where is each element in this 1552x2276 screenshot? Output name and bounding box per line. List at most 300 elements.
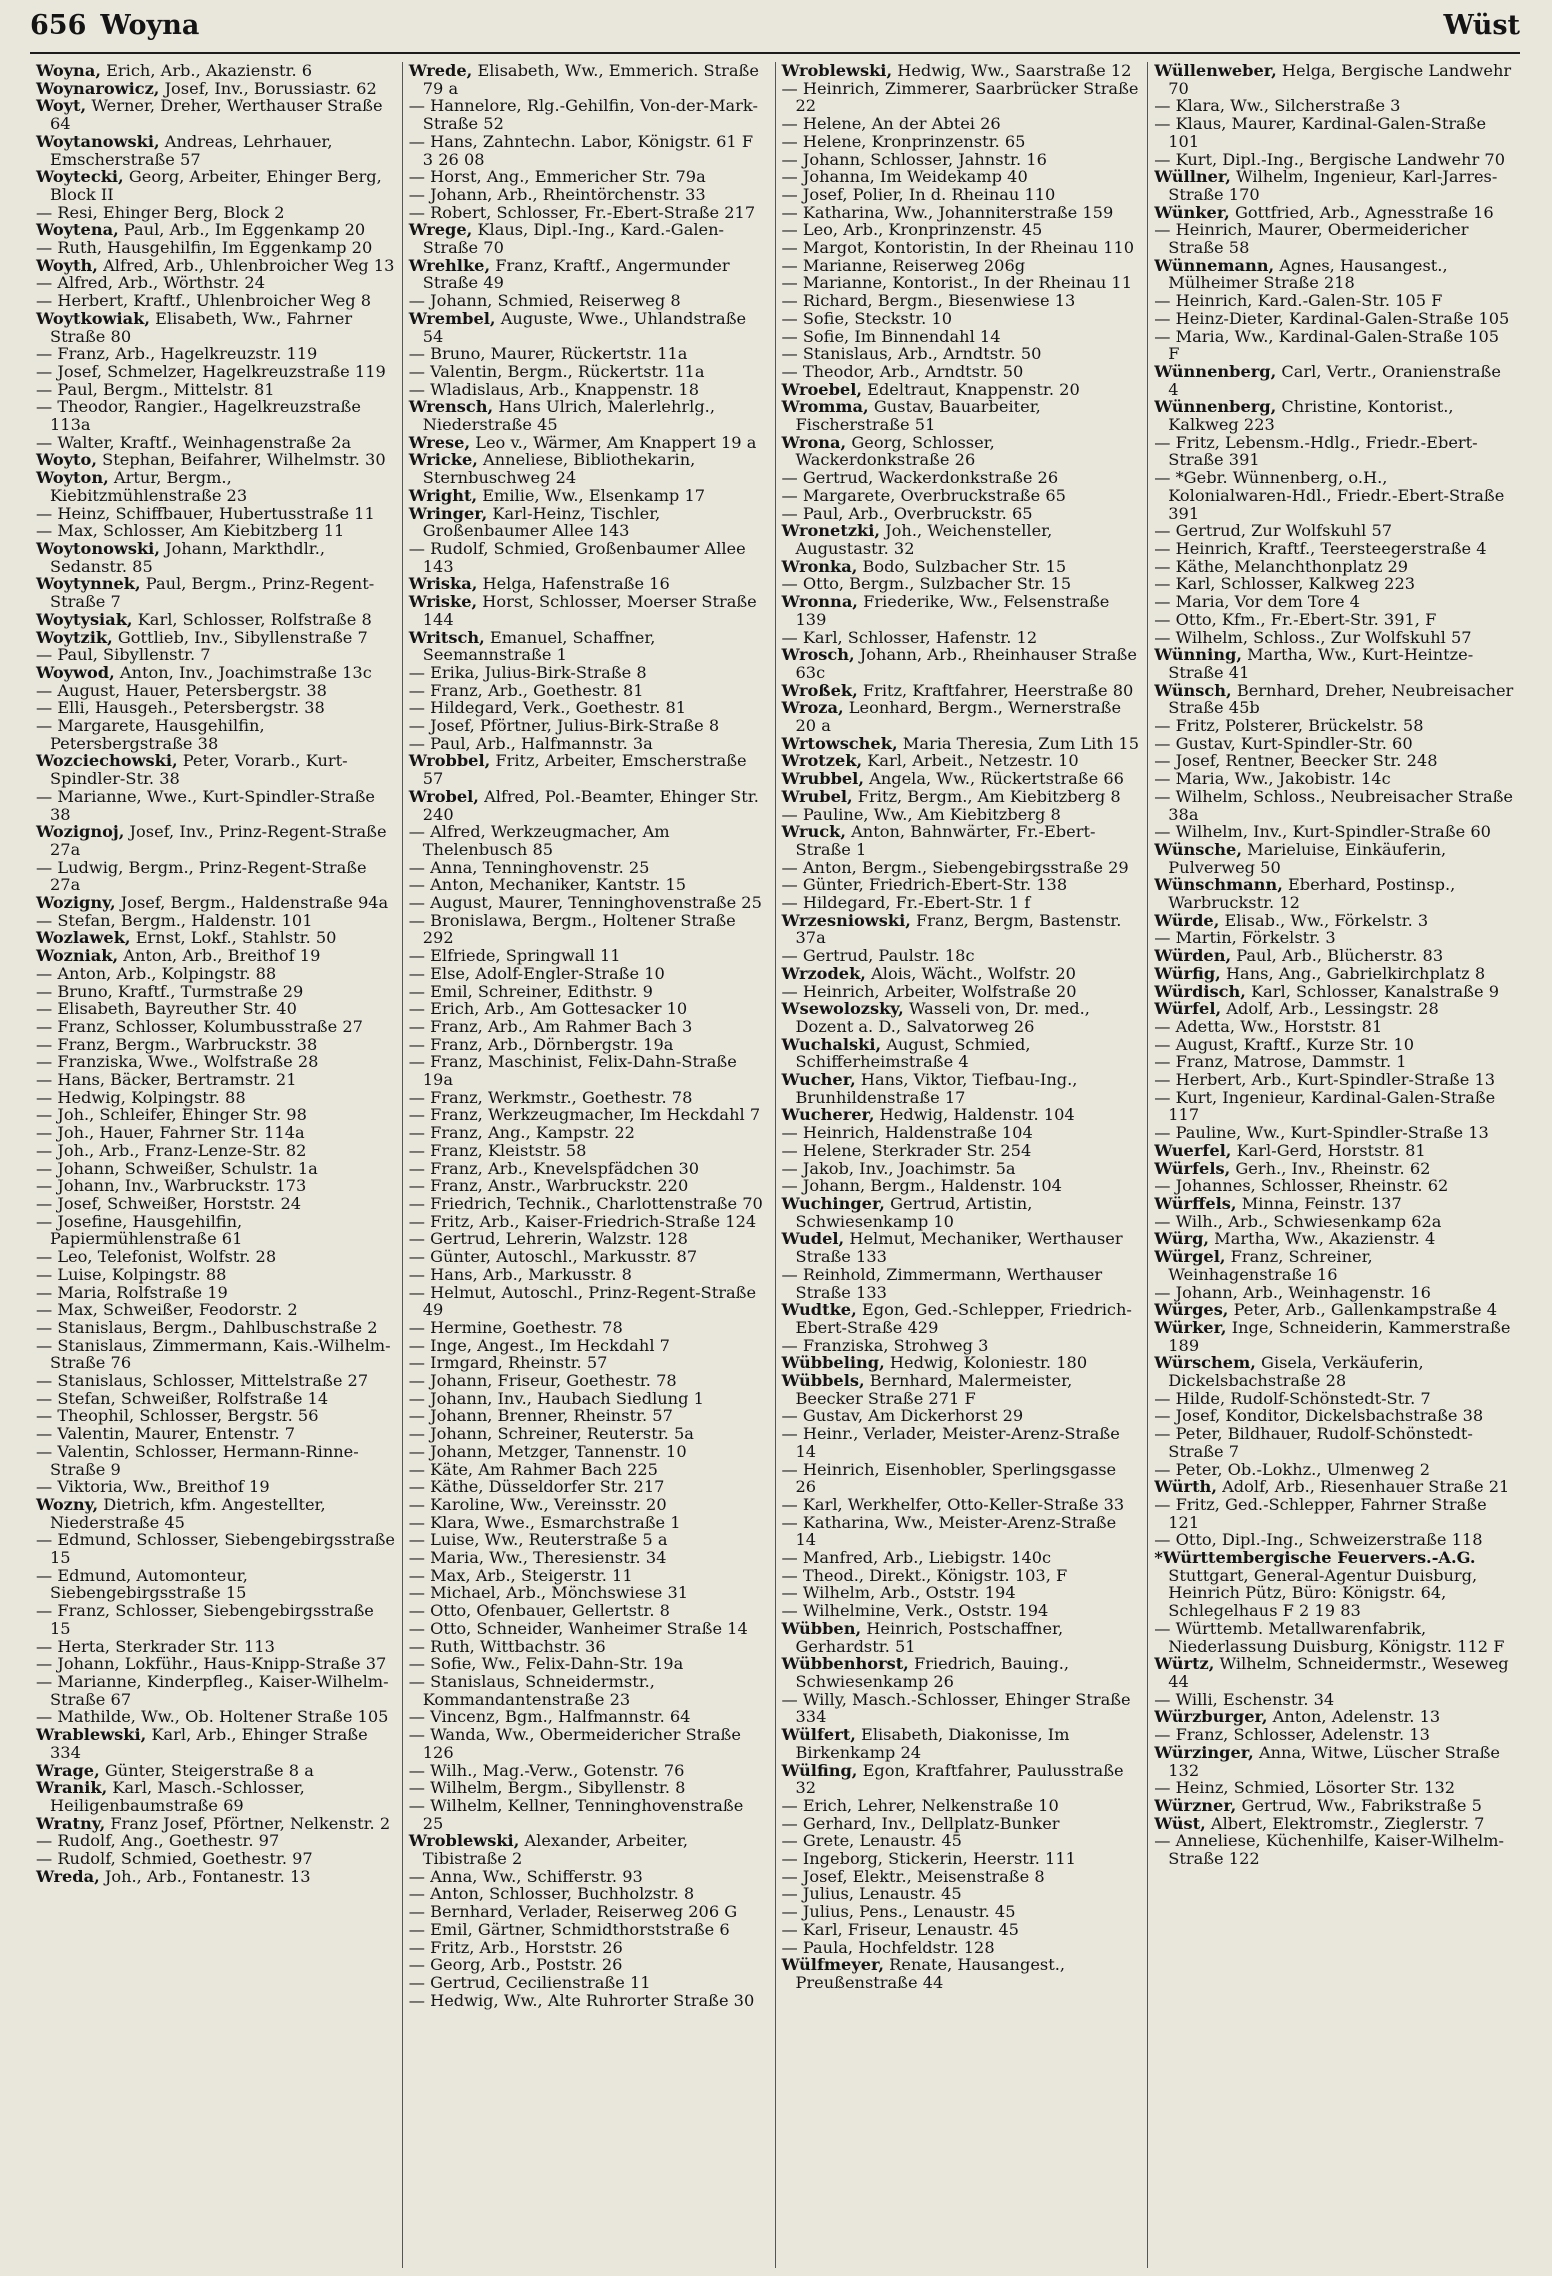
entry-surname: Würfel,	[1154, 999, 1222, 1019]
entry-surname: Wüllenweber,	[1154, 62, 1277, 80]
entry-details: — Helmut, Autoschl., Prinz-Regent-Straße 49	[408, 1282, 757, 1320]
entry-surname: Wriske,	[408, 592, 478, 612]
directory-entry	[1154, 1354, 1514, 1389]
entry-details: — Theophil, Schlosser, Bergstr. 56	[36, 1406, 319, 1426]
entry-details: — Otto, Schneider, Wanheimer Straße 14	[408, 1618, 748, 1638]
directory-entry	[1154, 310, 1514, 328]
entry-details: Helga, Bergische Landwehr 70	[1168, 62, 1512, 98]
entry-surname: Wrage,	[36, 1760, 100, 1780]
directory-entry	[782, 1461, 1142, 1496]
directory-entry	[782, 682, 1142, 700]
directory-entry	[36, 1124, 396, 1142]
directory-entry	[36, 133, 396, 168]
directory-entry	[782, 823, 1142, 858]
entry-details: Franz Josef, Pförtner, Nelkenstr. 2	[105, 1813, 391, 1833]
entry-surname: Wrubel,	[781, 786, 853, 806]
entry-details: — Josef, Elektr., Meisenstraße 8	[781, 1866, 1045, 1886]
entry-surname: Wricke,	[408, 450, 478, 470]
directory-entry	[36, 168, 396, 203]
entry-details: — Anna, Tenninghovenstr. 25	[408, 857, 650, 877]
directory-entry	[409, 894, 769, 912]
entry-details: Egon, Kraftfahrer, Paulusstraße 32	[795, 1760, 1124, 1798]
directory-entry	[36, 947, 396, 965]
directory-entry	[782, 770, 1142, 788]
entry-details: — Katharina, Ww., Meister-Arenz-Straße 14	[781, 1512, 1117, 1550]
directory-entry	[409, 1266, 769, 1284]
entry-details: — Sofie, Ww., Felix-Dahn-Str. 19a	[408, 1654, 684, 1674]
entry-details: Erich, Arb., Akazienstr. 6	[100, 62, 313, 80]
entry-surname: Wrege,	[408, 220, 473, 240]
directory-entry	[782, 912, 1142, 947]
entry-details: Egon, Ged.-Schlepper, Friedrich-Ebert-Straße 429	[795, 1300, 1132, 1337]
entry-surname: Wrehlke,	[408, 255, 491, 275]
entry-surname: Wrobbel,	[408, 751, 491, 771]
directory-entry	[782, 1337, 1142, 1355]
entry-surname: Wülfert,	[781, 1725, 856, 1745]
directory-entry	[782, 487, 1142, 505]
directory-entry	[782, 1691, 1142, 1726]
entry-details: August, Schmied, Schifferheimstraße 4	[795, 1034, 1031, 1072]
directory-entry	[409, 1337, 769, 1355]
entry-surname: Wucher,	[781, 1070, 856, 1090]
entry-details: Leonhard, Bergm., Wernerstraße 20 a	[795, 698, 1122, 736]
directory-entry	[782, 381, 1142, 399]
entry-details: — Hans, Bäcker, Bertramstr. 21	[36, 1070, 297, 1090]
entry-surname: Wranik,	[36, 1778, 108, 1798]
directory-entry	[782, 1726, 1142, 1761]
entry-details: — Willi, Eschenstr. 34	[1154, 1689, 1335, 1709]
entry-details: — Franz, Werkzeugmacher, Im Heckdahl 7	[408, 1105, 761, 1125]
entry-details: Gertrud, Ww., Fabrikstraße 5	[1236, 1795, 1482, 1815]
directory-entry	[1154, 752, 1514, 770]
directory-entry	[36, 1478, 396, 1496]
directory-entry	[782, 1407, 1142, 1425]
directory-entry	[36, 1779, 396, 1814]
directory-entry	[36, 1708, 396, 1726]
directory-entry	[409, 983, 769, 1001]
entry-details: — Franz, Arb., Goethestr. 81	[408, 680, 644, 700]
directory-entry	[782, 1177, 1142, 1195]
directory-entry	[1154, 292, 1514, 310]
directory-entry	[782, 1956, 1142, 1991]
directory-entry	[782, 1584, 1142, 1602]
directory-entry	[409, 398, 769, 433]
entry-details: Georg, Schlosser, Wackerdonkstraße 26	[795, 432, 995, 470]
directory-entry	[409, 575, 769, 593]
directory-entry	[1154, 876, 1514, 911]
entry-details: — Margot, Kontoristin, In der Rheinau 110	[781, 238, 1135, 258]
entry-surname: Wünning,	[1154, 645, 1242, 665]
directory-entry	[1154, 1124, 1514, 1142]
entry-details: — Fritz, Polsterer, Brückelstr. 58	[1154, 716, 1424, 736]
entry-details: — Johann, Friseur, Goethestr. 78	[408, 1371, 677, 1391]
directory-entry	[409, 1939, 769, 1957]
directory-entry	[409, 1673, 769, 1708]
entry-details: Inge, Schneiderin, Kammerstraße 189	[1168, 1317, 1511, 1355]
directory-entry	[36, 682, 396, 700]
entry-details: — Heinrich, Kard.-Galen-Str. 105 F	[1154, 291, 1443, 311]
entry-details: Günter, Steigerstraße 8 a	[99, 1760, 314, 1780]
entry-surname: Woytysiak,	[36, 609, 133, 629]
entry-details: — Else, Adolf-Engler-Straße 10	[408, 963, 665, 983]
entry-details: — Paul, Sibyllenstr. 7	[36, 645, 211, 665]
entry-surname: Wozniak,	[36, 946, 119, 966]
directory-entry	[782, 1160, 1142, 1178]
entry-surname: Wülfing,	[781, 1760, 858, 1780]
entry-details: — Josef, Rentner, Beecker Str. 248	[1154, 751, 1438, 771]
entry-details: — Franziska, Strohweg 3	[781, 1335, 989, 1355]
entry-surname: Woytena,	[36, 220, 119, 240]
directory-entry	[409, 257, 769, 292]
entry-surname: Würg,	[1154, 1229, 1210, 1249]
entry-details: — Johann, Brenner, Rheinstr. 57	[408, 1406, 673, 1426]
entry-details: Maria Theresia, Zum Lith 15	[897, 733, 1139, 753]
directory-entry	[1154, 823, 1514, 841]
column-3	[775, 62, 1148, 2268]
directory-entry	[782, 646, 1142, 681]
directory-entry	[409, 1284, 769, 1319]
entry-surname: Wroebel,	[781, 379, 862, 399]
directory-entry	[409, 788, 769, 823]
column-1	[30, 62, 402, 2268]
directory-entry	[782, 1921, 1142, 1939]
entry-details: — Michael, Arb., Mönchswiese 31	[408, 1583, 689, 1603]
entry-details: — Wilh., Arb., Schwiesenkamp 62a	[1154, 1211, 1442, 1231]
entry-details: — Gustav, Am Dickerhorst 29	[781, 1406, 1024, 1426]
directory-entry	[36, 717, 396, 752]
entry-details: Adolf, Arb., Riesenhauer Straße 21	[1216, 1477, 1510, 1497]
directory-entry	[409, 876, 769, 894]
entry-details: — Rudolf, Ang., Goethestr. 97	[36, 1831, 280, 1851]
entry-details: — Erika, Julius-Birk-Straße 8	[408, 662, 647, 682]
directory-entry	[1154, 1708, 1514, 1726]
entry-details: Karl, Masch.-Schlosser, Heiligenbaumstraße 69	[50, 1778, 305, 1815]
entry-details: Alexander, Arbeiter, Tibistraße 2	[422, 1831, 689, 1869]
entry-details: Franz, Kraftf., Angermunder Straße 49	[422, 255, 730, 293]
entry-surname: Wünsche,	[1154, 839, 1242, 859]
directory-entry	[409, 487, 769, 505]
entry-details: — Franz, Schlosser, Kolumbusstraße 27	[36, 1016, 363, 1036]
entry-details: — Wilhelm, Schloss., Zur Wolfskuhl 57	[1154, 627, 1472, 647]
entry-details: — Ruth, Wittbachstr. 36	[408, 1636, 606, 1656]
directory-entry	[36, 894, 396, 912]
entry-details: — Marianne, Wwe., Kurt-Spindler-Straße 38	[36, 786, 375, 824]
directory-entry	[409, 1177, 769, 1195]
entry-surname: Würgel,	[1154, 1247, 1226, 1267]
entry-surname: Wruck,	[781, 822, 846, 842]
directory-entry	[1154, 257, 1514, 292]
directory-entry	[782, 1230, 1142, 1265]
directory-entry	[782, 575, 1142, 593]
entry-details: — Martin, Förkelstr. 3	[1154, 928, 1336, 948]
entry-surname: Würtz,	[1154, 1654, 1215, 1674]
entry-surname: Wudtke,	[781, 1300, 857, 1320]
directory-entry	[1154, 1726, 1514, 1744]
directory-entry	[409, 1248, 769, 1266]
entry-surname: Wozignoj,	[36, 822, 125, 842]
entry-details: — Fritz, Arb., Horststr. 26	[408, 1937, 623, 1957]
directory-entry	[409, 540, 769, 575]
directory-entry	[409, 292, 769, 310]
directory-entry	[36, 239, 396, 257]
entry-details: — Luise, Ww., Reuterstraße 5 a	[408, 1530, 668, 1550]
entry-details: — Hildegard, Fr.-Ebert-Str. 1 f	[781, 893, 1031, 913]
entry-details: Martha, Ww., Akazienstr. 4	[1209, 1229, 1436, 1249]
entry-details: — Wilhelm, Inv., Kurt-Spindler-Straße 60	[1154, 822, 1491, 842]
entry-details: — Wilhelm, Arb., Oststr. 194	[781, 1583, 1016, 1603]
directory-entry	[36, 1301, 396, 1319]
entry-surname: Wucherer,	[781, 1105, 875, 1125]
directory-entry	[782, 894, 1142, 912]
entry-details: — Theod., Direkt., Königstr. 103, F	[781, 1565, 1068, 1585]
directory-entry	[782, 1850, 1142, 1868]
entry-details: — Valentin, Schlosser, Hermann-Rinne-Straße 9	[36, 1441, 359, 1479]
last-entry-guide-word: Wüst	[1443, 10, 1520, 41]
directory-entry	[409, 1514, 769, 1532]
directory-entry	[1154, 965, 1514, 983]
directory-entry	[36, 1850, 396, 1868]
directory-entry	[782, 1885, 1142, 1903]
entry-details: — Elisabeth, Bayreuther Str. 40	[36, 999, 297, 1019]
directory-entry	[409, 1160, 769, 1178]
directory-entry	[1154, 1142, 1514, 1160]
entry-details: Josef, Inv., Prinz-Regent-Straße 27a	[50, 822, 387, 859]
entry-details: — Paul, Arb., Overbruckstr. 65	[781, 503, 1033, 523]
entry-details: — Gertrud, Wackerdonkstraße 26	[781, 468, 1059, 488]
directory-entry	[409, 62, 769, 97]
entry-surname: Wromma,	[781, 397, 869, 417]
entry-surname: *Württembergische Feuervers.-A.G.	[1154, 1548, 1476, 1568]
entry-details: Angela, Ww., Rückertstraße 66	[863, 769, 1124, 789]
directory-entry	[409, 947, 769, 965]
entry-details: — Joh., Arb., Franz-Lenze-Str. 82	[36, 1140, 307, 1160]
entry-details: — Sofie, Im Binnendahl 14	[781, 326, 1001, 346]
entry-details: — Heinrich, Eisenhobler, Sperlingsgasse 26	[781, 1459, 1117, 1497]
directory-entry	[1154, 1089, 1514, 1124]
directory-entry	[1154, 629, 1514, 647]
entry-details: — Paula, Hochfeldstr. 128	[781, 1937, 995, 1957]
entry-surname: Wübbenhorst,	[781, 1654, 909, 1674]
entry-surname: Wrosch,	[781, 645, 855, 665]
directory-entry	[36, 345, 396, 363]
directory-entry	[36, 1018, 396, 1036]
entry-details: Fritz, Kraftfahrer, Heerstraße 80	[857, 680, 1134, 700]
column-4	[1147, 62, 1520, 2268]
directory-entry	[409, 1885, 769, 1903]
entry-details: Friedrich, Bauing., Schwiesenkamp 26	[795, 1654, 1069, 1691]
directory-entry	[409, 1089, 769, 1107]
directory-entry	[1154, 221, 1514, 256]
entry-details: — Willy, Masch.-Schlosser, Ehinger Straße 334	[781, 1689, 1131, 1727]
entry-details: Hedwig, Ww., Saarstraße 12	[892, 62, 1132, 80]
entry-details: — Friedrich, Technik., Charlottenstraße 70	[408, 1194, 763, 1213]
entry-details: — Johann, Metzger, Tannenstr. 10	[408, 1441, 687, 1461]
directory-entry	[36, 1638, 396, 1656]
entry-details: — Fritz, Ged.-Schlepper, Fahrner Straße 121	[1154, 1494, 1487, 1532]
entry-details: — Joh., Schleifer, Ehinger Str. 98	[36, 1105, 307, 1125]
directory-entry	[409, 1213, 769, 1231]
entry-surname: Writsch,	[408, 627, 485, 647]
directory-entry	[409, 1390, 769, 1408]
entry-surname: Wozciechowski,	[36, 751, 178, 771]
entry-surname: Wrablewski,	[36, 1725, 147, 1745]
directory-entry	[36, 611, 396, 629]
directory-entry	[782, 965, 1142, 983]
directory-entry	[782, 1549, 1142, 1567]
directory-entry	[1154, 1815, 1514, 1833]
entry-details: — Karl, Schlosser, Kalkweg 223	[1154, 574, 1416, 594]
directory-entry	[36, 434, 396, 452]
entry-details: — Josef, Schweißer, Horststr. 24	[36, 1194, 302, 1213]
entry-details: Karl, Arbeit., Netzestr. 10	[862, 751, 1079, 771]
directory-entry	[782, 80, 1142, 115]
entry-details: — Fritz, Arb., Kaiser-Friedrich-Straße 124	[408, 1211, 757, 1231]
entry-details: — Gertrud, Zur Wolfskuhl 57	[1154, 521, 1393, 541]
directory-entry	[36, 1036, 396, 1054]
directory-entry	[36, 257, 396, 275]
entry-details: Marieluise, Einkäuferin, Pulverweg 50	[1168, 839, 1447, 877]
directory-entry	[409, 1496, 769, 1514]
entry-details: — Stanislaus, Schlosser, Mittelstraße 27	[36, 1371, 369, 1391]
directory-entry	[36, 1106, 396, 1124]
directory-entry	[36, 310, 396, 345]
entry-details: — Stanislaus, Schneidermstr., Kommandantenstraße 23	[408, 1671, 655, 1709]
directory-entry	[409, 1602, 769, 1620]
directory-entry	[409, 97, 769, 132]
entry-details: Heinrich, Postschaffner, Gerhardstr. 51	[795, 1618, 1064, 1656]
directory-entry	[782, 186, 1142, 204]
directory-entry	[1154, 1301, 1514, 1319]
entry-details: — Marianne, Kontorist., In der Rheinau 11	[781, 273, 1132, 293]
entry-details: — Mathilde, Ww., Ob. Holtener Straße 105	[36, 1707, 389, 1727]
entry-details: — Josef, Konditor, Dickelsbachstraße 38	[1154, 1406, 1484, 1426]
directory-entry	[36, 929, 396, 947]
directory-entry	[36, 1655, 396, 1673]
directory-entry	[36, 1284, 396, 1302]
entry-surname: Wozny,	[36, 1494, 99, 1514]
entry-details: — Franz, Arb., Hagelkreuzstr. 119	[36, 344, 318, 364]
entry-surname: Wünnenberg,	[1154, 397, 1277, 417]
entry-details: Emanuel, Schaffner, Seemannstraße 1	[422, 627, 656, 665]
directory-entry	[409, 1655, 769, 1673]
directory-entry	[1154, 1071, 1514, 1089]
entry-details: Hans, Ang., Gabrielkirchplatz 8	[1220, 963, 1486, 983]
entry-details: Elisabeth, Ww., Fahrner Straße 80	[50, 308, 353, 346]
directory-entry	[36, 381, 396, 399]
entry-details: — Heinz, Schiffbauer, Hubertusstraße 11	[36, 503, 375, 523]
directory-entry	[1154, 1496, 1514, 1531]
entry-details: — Maria, Rolfstraße 19	[36, 1282, 228, 1302]
directory-entry	[782, 1425, 1142, 1460]
directory-entry	[36, 1832, 396, 1850]
entry-details: — Robert, Schlosser, Fr.-Ebert-Straße 217	[408, 202, 756, 222]
entry-details: — August, Maurer, Tenninghovenstraße 25	[408, 893, 762, 913]
entry-details: — Valentin, Maurer, Entenstr. 7	[36, 1424, 296, 1444]
entry-details: — Johann, Schmied, Reiserweg 8	[408, 291, 681, 311]
directory-entry	[782, 1071, 1142, 1106]
directory-entry	[36, 1195, 396, 1213]
entry-details: Peter, Arb., Gallenkampstraße 4	[1228, 1300, 1498, 1320]
directory-entry	[409, 1638, 769, 1656]
entry-details: — Joh., Hauer, Fahrner Str. 114a	[36, 1123, 305, 1143]
entry-surname: Wülfmeyer,	[781, 1955, 885, 1975]
directory-entry	[409, 1921, 769, 1939]
entry-details: — Sofie, Steckstr. 10	[781, 308, 953, 328]
directory-entry	[409, 1425, 769, 1443]
entry-details: Auguste, Wwe., Uhlandstraße 54	[422, 308, 747, 346]
entry-surname: Wübbels,	[781, 1371, 865, 1391]
directory-entry	[36, 1567, 396, 1602]
directory-entry	[782, 434, 1142, 469]
page-number: 656	[30, 10, 87, 41]
entry-details: — Elli, Hausgeh., Petersbergstr. 38	[36, 698, 325, 718]
entry-surname: Wronetzki,	[781, 521, 881, 541]
entry-details: — Josef, Polier, In d. Rheinau 110	[781, 184, 1056, 204]
page-header	[30, 10, 1520, 54]
entry-details: — Franz, Werkmstr., Goethestr. 78	[408, 1087, 693, 1107]
directory-entry	[409, 593, 769, 628]
entry-details: — Rudolf, Schmied, Goethestr. 97	[36, 1849, 313, 1869]
entry-surname: Woytkowiak,	[36, 308, 150, 328]
entry-details: — Franz, Anstr., Warbruckstr. 220	[408, 1176, 689, 1196]
entry-surname: Woytecki,	[36, 167, 124, 187]
entry-details: — Josefine, Hausgehilfin, Papiermühlenstraße 61	[36, 1211, 243, 1249]
directory-entry	[36, 965, 396, 983]
entry-details: — Irmgard, Rheinstr. 57	[408, 1353, 608, 1373]
entry-details: — Helene, Sterkrader Str. 254	[781, 1140, 1032, 1160]
entry-details: Fritz, Bergm., Am Kiebitzberg 8	[852, 786, 1121, 806]
directory-entry	[1154, 1744, 1514, 1779]
entry-details: Wilhelm, Schneidermstr., Weseweg 44	[1168, 1654, 1509, 1691]
directory-entry	[782, 1655, 1142, 1690]
entry-details: Edeltraut, Knappenstr. 20	[861, 379, 1080, 399]
entry-surname: Wünnemann,	[1154, 255, 1275, 275]
entry-details: — Franz, Maschinist, Felix-Dahn-Straße 19a	[408, 1052, 737, 1090]
entry-surname: Wüst,	[1154, 1813, 1206, 1833]
directory-entry	[782, 239, 1142, 257]
directory-entry	[36, 451, 396, 469]
entry-details: — Hilde, Rudolf-Schönstedt-Str. 7	[1154, 1388, 1431, 1408]
directory-entry	[782, 328, 1142, 346]
directory-entry	[409, 1832, 769, 1867]
entry-details: Minna, Feinstr. 137	[1236, 1194, 1402, 1213]
entry-surname: Wrotzek,	[781, 751, 863, 771]
directory-entry	[782, 151, 1142, 169]
directory-entry	[1154, 1620, 1514, 1655]
directory-entry	[1154, 575, 1514, 593]
entry-details: Alfred, Pol.-Beamter, Ehinger Str. 240	[422, 786, 759, 824]
entry-details: Fritz, Arbeiter, Emscherstraße 57	[422, 751, 747, 789]
entry-details: — Maria, Ww., Kardinal-Galen-Straße 105 F	[1154, 326, 1500, 364]
entry-details: — Stanislaus, Arb., Arndtstr. 50	[781, 344, 1042, 364]
entry-surname: Würzner,	[1154, 1795, 1237, 1815]
entry-details: — Margarete, Hausgehilfin, Petersbergstraße 38	[36, 716, 265, 753]
directory-entry	[409, 1407, 769, 1425]
entry-surname: Woyna,	[36, 62, 101, 80]
directory-entry	[782, 1939, 1142, 1957]
entry-details: Gustav, Bauarbeiter, Fischerstraße 51	[795, 397, 1041, 435]
entry-details: — Bernhard, Verlader, Reiserweg 206 G	[408, 1902, 738, 1922]
directory-entry	[1154, 1478, 1514, 1496]
entry-details: Karl, Arb., Ehinger Straße 334	[50, 1725, 368, 1762]
directory-entry	[36, 1248, 396, 1266]
entry-surname: Wratny,	[36, 1813, 106, 1833]
directory-entry	[409, 1142, 769, 1160]
entry-surname: Wringer,	[408, 503, 488, 523]
entry-details: Artur, Bergm., Kiebitzmühlenstraße 23	[50, 468, 248, 505]
directory-entry	[1154, 717, 1514, 735]
entry-details: Dietrich, kfm. Angestellter, Niederstraße 45	[50, 1494, 326, 1532]
